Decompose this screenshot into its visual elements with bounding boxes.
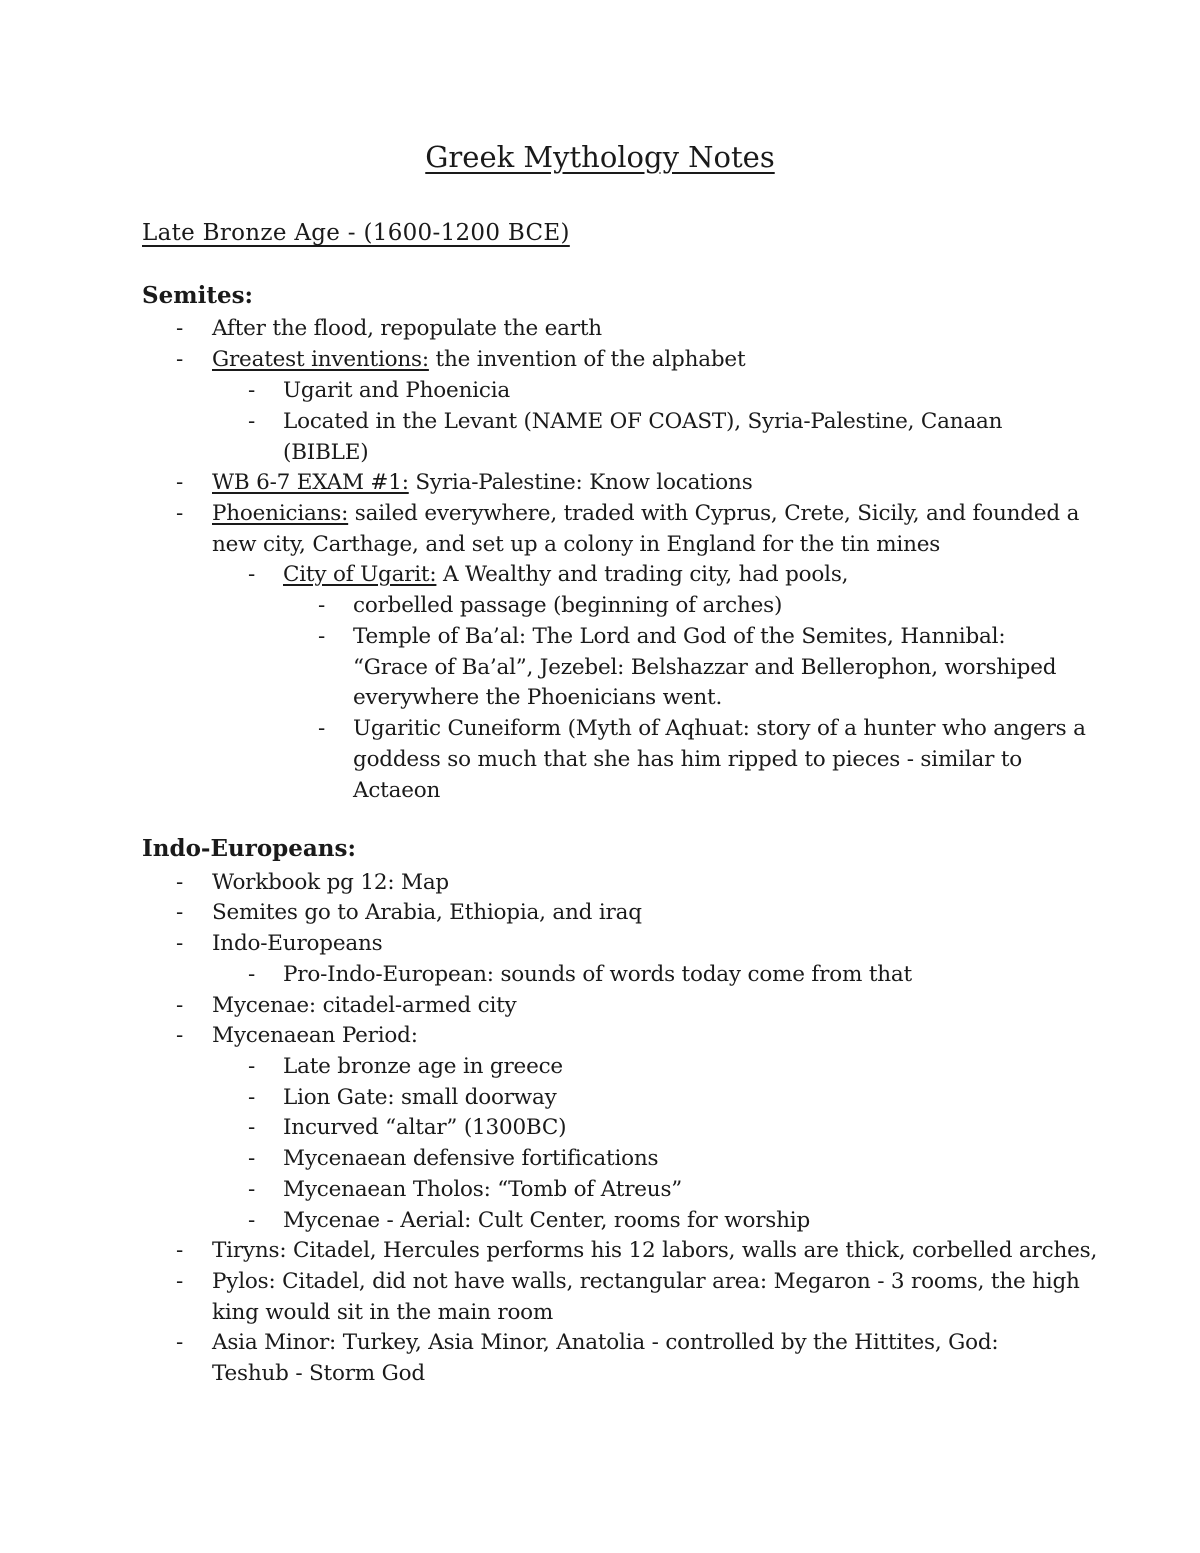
list-item: Ugaritic Cuneiform (Myth of Aqhuat: story of a hunter who angers a: [353, 716, 1086, 741]
bullet-dash: -: [176, 1023, 184, 1048]
list-item: Late bronze age in greece: [283, 1054, 563, 1079]
list-item-continuation: king would sit in the main room: [212, 1300, 554, 1325]
bullet-dash: -: [176, 1269, 184, 1294]
page-title: Greek Mythology Notes: [425, 140, 775, 174]
list-item: Ugarit and Phoenicia: [283, 378, 511, 403]
bullet-dash: -: [318, 593, 326, 618]
bullet-dash: -: [248, 378, 256, 403]
bullet-dash: -: [176, 931, 184, 956]
list-item: Tiryns: Citadel, Hercules performs his 12 labors, walls are thick, corbelled arches,: [212, 1238, 1098, 1263]
list-item: Lion Gate: small doorway: [283, 1085, 557, 1110]
list-item-continuation: everywhere the Phoenicians went.: [353, 685, 723, 710]
bullet-dash: -: [176, 1330, 184, 1355]
list-item: Workbook pg 12: Map: [212, 870, 449, 895]
list-item: [212, 467, 753, 498]
bullet-dash: -: [248, 1054, 256, 1079]
indo-europeans-heading: Indo-Europeans:: [142, 835, 356, 862]
item-label: WB 6-7 EXAM #1:: [212, 470, 409, 495]
list-item: After the flood, repopulate the earth: [212, 316, 602, 341]
item-text: the invention of the alphabet: [428, 347, 746, 372]
list-item: Incurved “altar” (1300BC): [283, 1115, 567, 1140]
bullet-dash: -: [248, 1208, 256, 1233]
bullet-dash: -: [248, 409, 256, 434]
list-item: Pro-Indo-European: sounds of words today come from that: [283, 962, 912, 987]
list-item: [212, 344, 745, 375]
item-label: Phoenicians:: [212, 501, 349, 526]
item-text: sailed everywhere, traded with Cyprus, Crete, Sicily, and founded a: [348, 501, 1080, 526]
bullet-dash: -: [176, 316, 184, 341]
list-item-continuation: new city, Carthage, and set up a colony in England for the tin mines: [212, 532, 941, 557]
list-item: Mycenaean Tholos: “Tomb of Atreus”: [283, 1177, 683, 1202]
bullet-dash: -: [176, 993, 184, 1018]
bullet-dash: -: [176, 470, 184, 495]
list-item-continuation: goddess so much that she has him ripped to pieces - similar to: [353, 747, 1022, 772]
list-item: Mycenae: citadel-armed city: [212, 993, 517, 1018]
list-item: Mycenae - Aerial: Cult Center, rooms for worship: [283, 1208, 811, 1233]
list-item: Pylos: Citadel, did not have walls, rectangular area: Megaron - 3 rooms, the high: [212, 1269, 1080, 1294]
list-item-continuation: Teshub - Storm God: [212, 1361, 425, 1386]
list-item: Semites go to Arabia, Ethiopia, and iraq: [212, 900, 642, 925]
list-item: [212, 498, 1079, 529]
bullet-dash: -: [248, 962, 256, 987]
bullet-dash: -: [176, 1238, 184, 1263]
list-item: Indo-Europeans: [212, 931, 383, 956]
bullet-dash: -: [248, 562, 256, 587]
bullet-dash: -: [176, 900, 184, 925]
bullet-dash: -: [318, 624, 326, 649]
bullet-dash: -: [248, 1146, 256, 1171]
bullet-dash: -: [176, 501, 184, 526]
period-heading: Late Bronze Age - (1600-1200 BCE): [142, 220, 570, 246]
list-item: [283, 559, 848, 590]
list-item-continuation: “Grace of Ba’al”, Jezebel: Belshazzar and Bellerophon, worshiped: [353, 655, 1057, 680]
list-item: Located in the Levant (NAME OF COAST), Syria-Palestine, Canaan: [283, 409, 1003, 434]
item-text: Syria-Palestine: Know locations: [408, 470, 753, 495]
bullet-dash: -: [248, 1115, 256, 1140]
list-item: Asia Minor: Turkey, Asia Minor, Anatolia - controlled by the Hittites, God:: [212, 1330, 999, 1355]
bullet-dash: -: [248, 1177, 256, 1202]
bullet-dash: -: [318, 716, 326, 741]
bullet-dash: -: [176, 870, 184, 895]
bullet-dash: -: [248, 1085, 256, 1110]
bullet-dash: -: [176, 347, 184, 372]
list-item-continuation: Actaeon: [353, 778, 441, 803]
item-label: Greatest inventions:: [212, 347, 429, 372]
item-text: A Wealthy and trading city, had pools,: [436, 562, 849, 587]
item-label: City of Ugarit:: [283, 562, 437, 587]
semites-heading: Semites:: [142, 282, 254, 309]
list-item: Mycenaean Period:: [212, 1023, 418, 1048]
list-item: Mycenaean defensive fortifications: [283, 1146, 659, 1171]
list-item: Temple of Ba’al: The Lord and God of the Semites, Hannibal:: [353, 624, 1006, 649]
list-item-continuation: (BIBLE): [283, 440, 369, 465]
list-item: corbelled passage (beginning of arches): [353, 593, 783, 618]
